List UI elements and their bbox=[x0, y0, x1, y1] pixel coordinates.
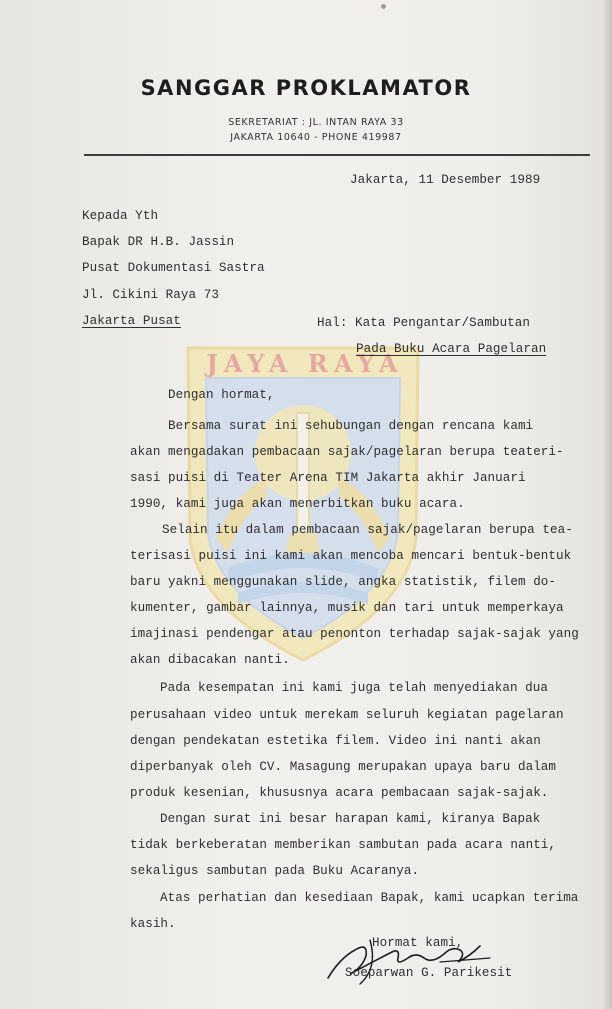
body-line: sekaligus sambutan pada Buku Acaranya. bbox=[130, 864, 420, 878]
letter-date: Jakarta, 11 Desember 1989 bbox=[350, 173, 541, 187]
salutation: Dengan hormat, bbox=[168, 388, 275, 402]
body-line: produk kesenian, khususnya acara pembacaan sajak-sajak. bbox=[130, 786, 549, 800]
letterhead-city-phone: JAKARTA 10640 - PHONE 419987 bbox=[230, 132, 402, 143]
paper-edge-shadow bbox=[602, 0, 612, 1009]
body-line: perusahaan video untuk merekam seluruh kegiatan pagelaran bbox=[130, 708, 564, 722]
body-line: Pada kesempatan ini kami juga telah menyediakan dua bbox=[160, 681, 548, 695]
body-line: Dengan surat ini besar harapan kami, kiranya Bapak bbox=[160, 812, 541, 826]
pin-mark bbox=[381, 4, 386, 9]
recipient-name: Bapak DR H.B. Jassin bbox=[82, 235, 235, 249]
body-line: sasi puisi di Teater Arena TIM Jakarta akhir Januari bbox=[130, 471, 526, 485]
letterhead-title: SANGGAR PROKLAMATOR bbox=[140, 76, 472, 100]
body-line: tidak berkeberatan memberikan sambutan pada acara nanti, bbox=[130, 838, 557, 852]
body-line: terisasi puisi ini kami akan mencoba mencari bentuk-bentuk bbox=[130, 549, 572, 563]
recipient-institution: Pusat Dokumentasi Sastra bbox=[82, 261, 265, 275]
body-line: kasih. bbox=[130, 917, 176, 931]
body-line: imajinasi pendengar atau penonton terhadap sajak-sajak yang bbox=[130, 627, 579, 641]
recipient-city: Jakarta Pusat bbox=[82, 314, 181, 328]
closing-salutation: Hormat kami, bbox=[372, 936, 464, 950]
body-line: dengan pendekatan estetika filem. Video ini nanti akan bbox=[130, 734, 541, 748]
letterhead-rule bbox=[84, 154, 590, 156]
body-line: Bersama surat ini sehubungan dengan rencana kami bbox=[168, 419, 534, 433]
subject-continuation: Pada Buku Acara Pagelaran bbox=[356, 342, 547, 356]
body-line: akan mengadakan pembacaan sajak/pagelaran berupa teateri- bbox=[130, 445, 564, 459]
body-line: diperbanyak oleh CV. Masagung merupakan upaya baru dalam bbox=[130, 760, 557, 774]
body-line: Atas perhatian dan kesediaan Bapak, kami ucapkan terima bbox=[160, 891, 579, 905]
recipient-street: Jl. Cikini Raya 73 bbox=[82, 288, 219, 302]
body-line: Selain itu dalam pembacaan sajak/pagelaran berupa tea- bbox=[162, 523, 573, 537]
body-line: baru yakni menggunakan slide, angka statistik, filem do- bbox=[130, 575, 557, 589]
body-line: 1990, kami juga akan menerbitkan buku acara. bbox=[130, 497, 465, 511]
subject-line: Hal: Kata Pengantar/Sambutan bbox=[317, 316, 531, 330]
watermark-text: JAYA RAYA bbox=[206, 349, 404, 378]
recipient-greeting: Kepada Yth bbox=[82, 209, 159, 223]
signatory-name: Soeparwan G. Parikesit bbox=[345, 966, 513, 980]
letterhead-address: SEKRETARIAT : JL. INTAN RAYA 33 bbox=[228, 117, 404, 128]
body-line: akan dibacakan nanti. bbox=[130, 653, 290, 667]
body-line: kumenter, gambar lainnya, musik dan tari untuk memperkaya bbox=[130, 601, 564, 615]
